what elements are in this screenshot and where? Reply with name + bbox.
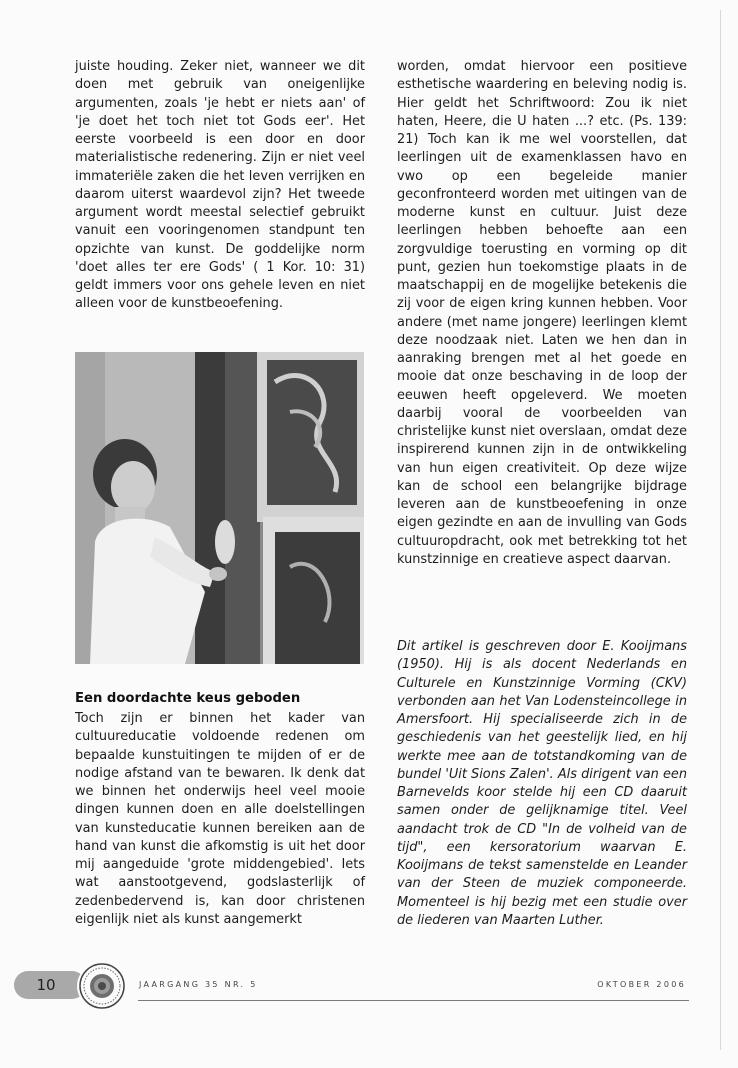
section-heading: Een doordachte keus geboden — [75, 691, 301, 706]
photo-boy-viewing-art — [75, 352, 364, 664]
journal-seal — [77, 962, 127, 1010]
seal-icon — [77, 962, 127, 1010]
intro-paragraph: juiste houding. Zeker niet, wanneer we dit doen met gebruik van oneigenlijke argumenten, zoals 'je hebt er niets aan' of 'je doet het toch niet tot Gods eer'. Het eerste voorbeeld is een door en door materialistische redenering. Zijn er niet veel immateriële zaken die het leven verrijken en daarom uiterst waardevol zijn? Het tweede argument wordt meestal selectief gebruikt vanuit een vooringenomen standpunt ten opzichte van kunst. De goddelijke norm 'doet alles ter ere Gods' ( 1 Kor. 10: 31) geldt immers voor ons gehele leven en niet alleen voor de kunstbeoefening. — [75, 59, 365, 312]
article-photo — [75, 352, 364, 664]
footer-rule — [138, 1000, 689, 1001]
page-edge-rule — [720, 10, 721, 1050]
left-column — [75, 58, 365, 314]
page-number: 10 — [36, 976, 56, 994]
right-paragraph: worden, omdat hiervoor een positieve esthetische waardering en beleving nodig is. Hier geldt het Schriftwoord: Zou ik niet haten, Heere, die U haten ...? etc. (Ps. 139: 21) Toch kan ik me wel voorstellen, dat leerlingen uit de examenklassen havo en vwo op een begeleide manier geconfronteerd worden met uitingen van de moderne kunst en cultuur. Juist deze leerlingen hebben behoefte aan een zorgvuldige toerusting en vorming op dit punt, gezien hun toekomstige plaats in de maatschappij en de mogelijke betekenis die zij voor de eigen kring kunnen hebben. Voor andere (met name jongere) leerlingen klemt deze noodzaak niet. Laten we hen dan in aanraking brengen met al het goede en mooie dat onze beschaving in de loop der eeuwen heeft opgeleverd. We moeten daarbij vooral de voorbeelden van christelijke kunst niet overslaan, omdat deze inspirerend kunnen zijn in de ontwikkeling van hun eigen creativiteit. Op deze wijze kan de school een belangrijke bijdrage leveren aan de kunstbeoefening in onze eigen gezindte en aan de invulling van Gods cultuuropdracht, ook met betrekking tot het kunstzinnige en creatieve aspect daarvan. — [397, 59, 687, 567]
issue-date: OKTOBER 2006 — [597, 980, 686, 989]
section-body — [75, 710, 365, 929]
journal-issue: JAARGANG 35 NR. 5 — [139, 980, 258, 989]
author-bio — [397, 638, 687, 930]
section-paragraph: Toch zijn er binnen het kader van cultuureducatie voldoende redenen om bepaalde kunstuitingen te mijden of er de nodige afstand van te bewaren. Ik denk dat we binnen het onderwijs heel veel mooie dingen kunnen doen en alle doelstellingen van kunsteducatie kunnen bereiken aan de hand van kunst die afkomstig is uit het door mij aangeduide 'grote middengebied'. Iets wat aanstootgevend, godslasterlijk of zedenbedervend is, kan door christenen eigenlijk niet als kunst aangemerkt — [75, 711, 365, 927]
author-bio-text: Dit artikel is geschreven door E. Kooijmans (1950). Hij is als docent Nederlands en Culturele en Kunstzinnige Vorming (CKV) verbonden aan het Van Lodensteincollege in Amersfoort. Hij specialiseerde zich in de geschiedenis van het geestelijk lied, en hij werkte mee aan de totstandkoming van de bundel 'Uit Sions Zalen'. Als dirigent van een Barnevelds koor stelde hij een CD daaruit samen onder de gelijknamige titel. Veel aandacht trok de CD "In de volheid van de tijd", een kersoratorium waarvan E. Kooijmans de tekst samenstelde en Leander van der Steen de muziek componeerde. Momenteel is hij bezig met een studie over de liederen van Maarten Luther. — [397, 639, 687, 928]
right-column — [397, 58, 687, 569]
